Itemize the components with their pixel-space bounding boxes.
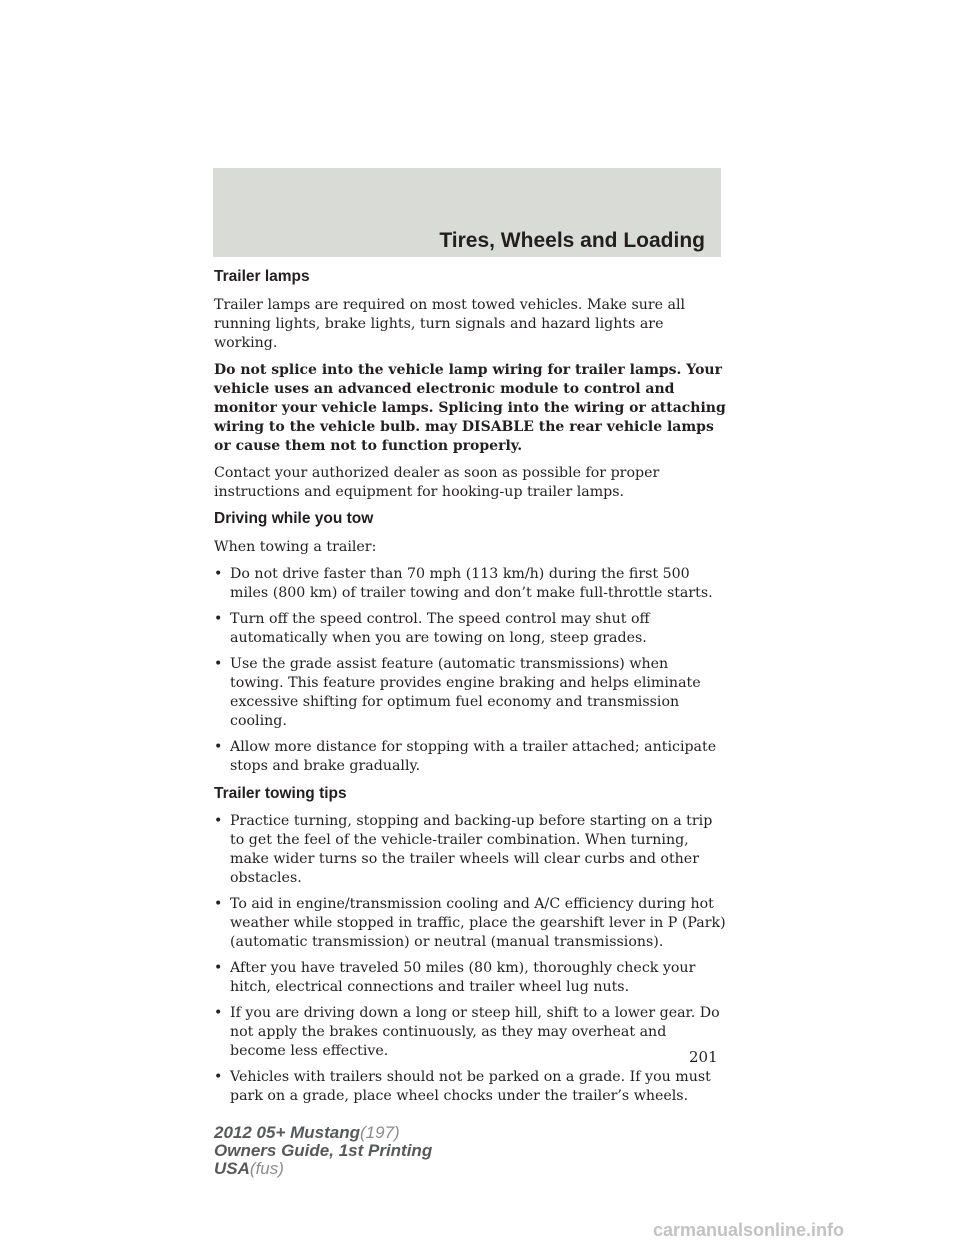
list-item (214, 610, 726, 648)
footer-model-code: (197) (360, 1123, 400, 1142)
page-content (214, 268, 726, 1115)
bullet-icon: • (214, 738, 223, 755)
footer-region-code: (fus) (249, 1159, 284, 1178)
heading-towing-tips: Trailer towing tips (214, 784, 347, 802)
bullet-icon: • (214, 960, 223, 977)
warning-paragraph: Do not splice into the vehicle lamp wiring for trailer lamps. Your vehicle uses an advanced electronic module to control and monitor your vehicle lamps. Splicing into the wiring or attaching wiring to the vehicle bulb. may DISABLE the rear vehicle lamps or cause them not to function properly. (214, 361, 726, 454)
section-header-band (213, 168, 721, 257)
bullet-icon: • (214, 655, 223, 672)
list-item (214, 565, 726, 603)
list-item-text: Vehicles with trailers should not be parked on a grade. If you must park on a grade, place wheel chocks under the trailer’s wheels. (230, 1069, 711, 1105)
list-item-text: Practice turning, stopping and backing-up before starting on a trip to get the feel of the vehicle-trailer combination. When turning, make wider turns so the trailer wheels will clear curbs and other obstacles. (230, 813, 713, 887)
watermark-text: carmanualsonline.info (653, 1220, 845, 1240)
footer-region: USA (214, 1159, 250, 1178)
list-item (214, 655, 726, 731)
bullet-icon: • (214, 1005, 223, 1022)
section-title: Tires, Wheels and Loading (439, 229, 705, 252)
bullet-icon: • (214, 1069, 223, 1086)
list-item (214, 959, 726, 997)
list-item (214, 738, 726, 776)
paragraph-trailer-lamps-intro: Trailer lamps are required on most towed vehicles. Make sure all running lights, brake lights, turn signals and hazard lights are working. (214, 296, 686, 351)
paragraph-contact-dealer: Contact your authorized dealer as soon as possible for proper instructions and equipment for hooking-up trailer lamps. (214, 464, 660, 500)
footer-line-guide: Owners Guide, 1st Printing (214, 1141, 433, 1160)
bullet-icon: • (214, 813, 223, 830)
driving-bullet-list (214, 565, 726, 776)
list-item-text: After you have traveled 50 miles (80 km), thoroughly check your hitch, electrical connections and trailer wheel lug nuts. (230, 960, 696, 996)
heading-driving-while-tow: Driving while you tow (214, 509, 374, 527)
print-footer (214, 1124, 432, 1178)
footer-model-year: 2012 05+ Mustang (214, 1123, 360, 1142)
list-item-text: If you are driving down a long or steep hill, shift to a lower gear. Do not apply the brakes continuously, as they may overheat and become less effective. (230, 1005, 720, 1060)
list-item (214, 895, 726, 952)
list-item (214, 1004, 726, 1061)
bullet-icon: • (214, 565, 223, 582)
list-item-text: Turn off the speed control. The speed control may shut off automatically when you are towing on long, steep grades. (230, 610, 650, 646)
list-item-text: Use the grade assist feature (automatic transmissions) when towing. This feature provides engine braking and helps eliminate excessive shifting for optimum fuel economy and transmission cooling. (230, 655, 701, 729)
list-item (214, 1068, 726, 1106)
bullet-icon: • (214, 896, 223, 913)
footer-line-region (214, 1160, 432, 1178)
paragraph-driving-intro: When towing a trailer: (214, 538, 377, 555)
list-item (214, 812, 726, 888)
footer-line-model (214, 1124, 432, 1142)
page-number: 201 (689, 1048, 718, 1066)
list-item-text: Allow more distance for stopping with a trailer attached; anticipate stops and brake gradually. (230, 738, 717, 774)
list-item-text: Do not drive faster than 70 mph (113 km/h) during the first 500 miles (800 km) of trailer towing and don’t make full-throttle starts. (230, 565, 713, 601)
bullet-icon: • (214, 610, 223, 627)
heading-trailer-lamps: Trailer lamps (214, 268, 310, 285)
tips-bullet-list (214, 812, 726, 1106)
list-item-text: To aid in engine/transmission cooling and A/C efficiency during hot weather while stopped in traffic, place the gearshift lever in P (Park) (automatic transmission) or neutral (manual transmissions). (230, 896, 726, 951)
